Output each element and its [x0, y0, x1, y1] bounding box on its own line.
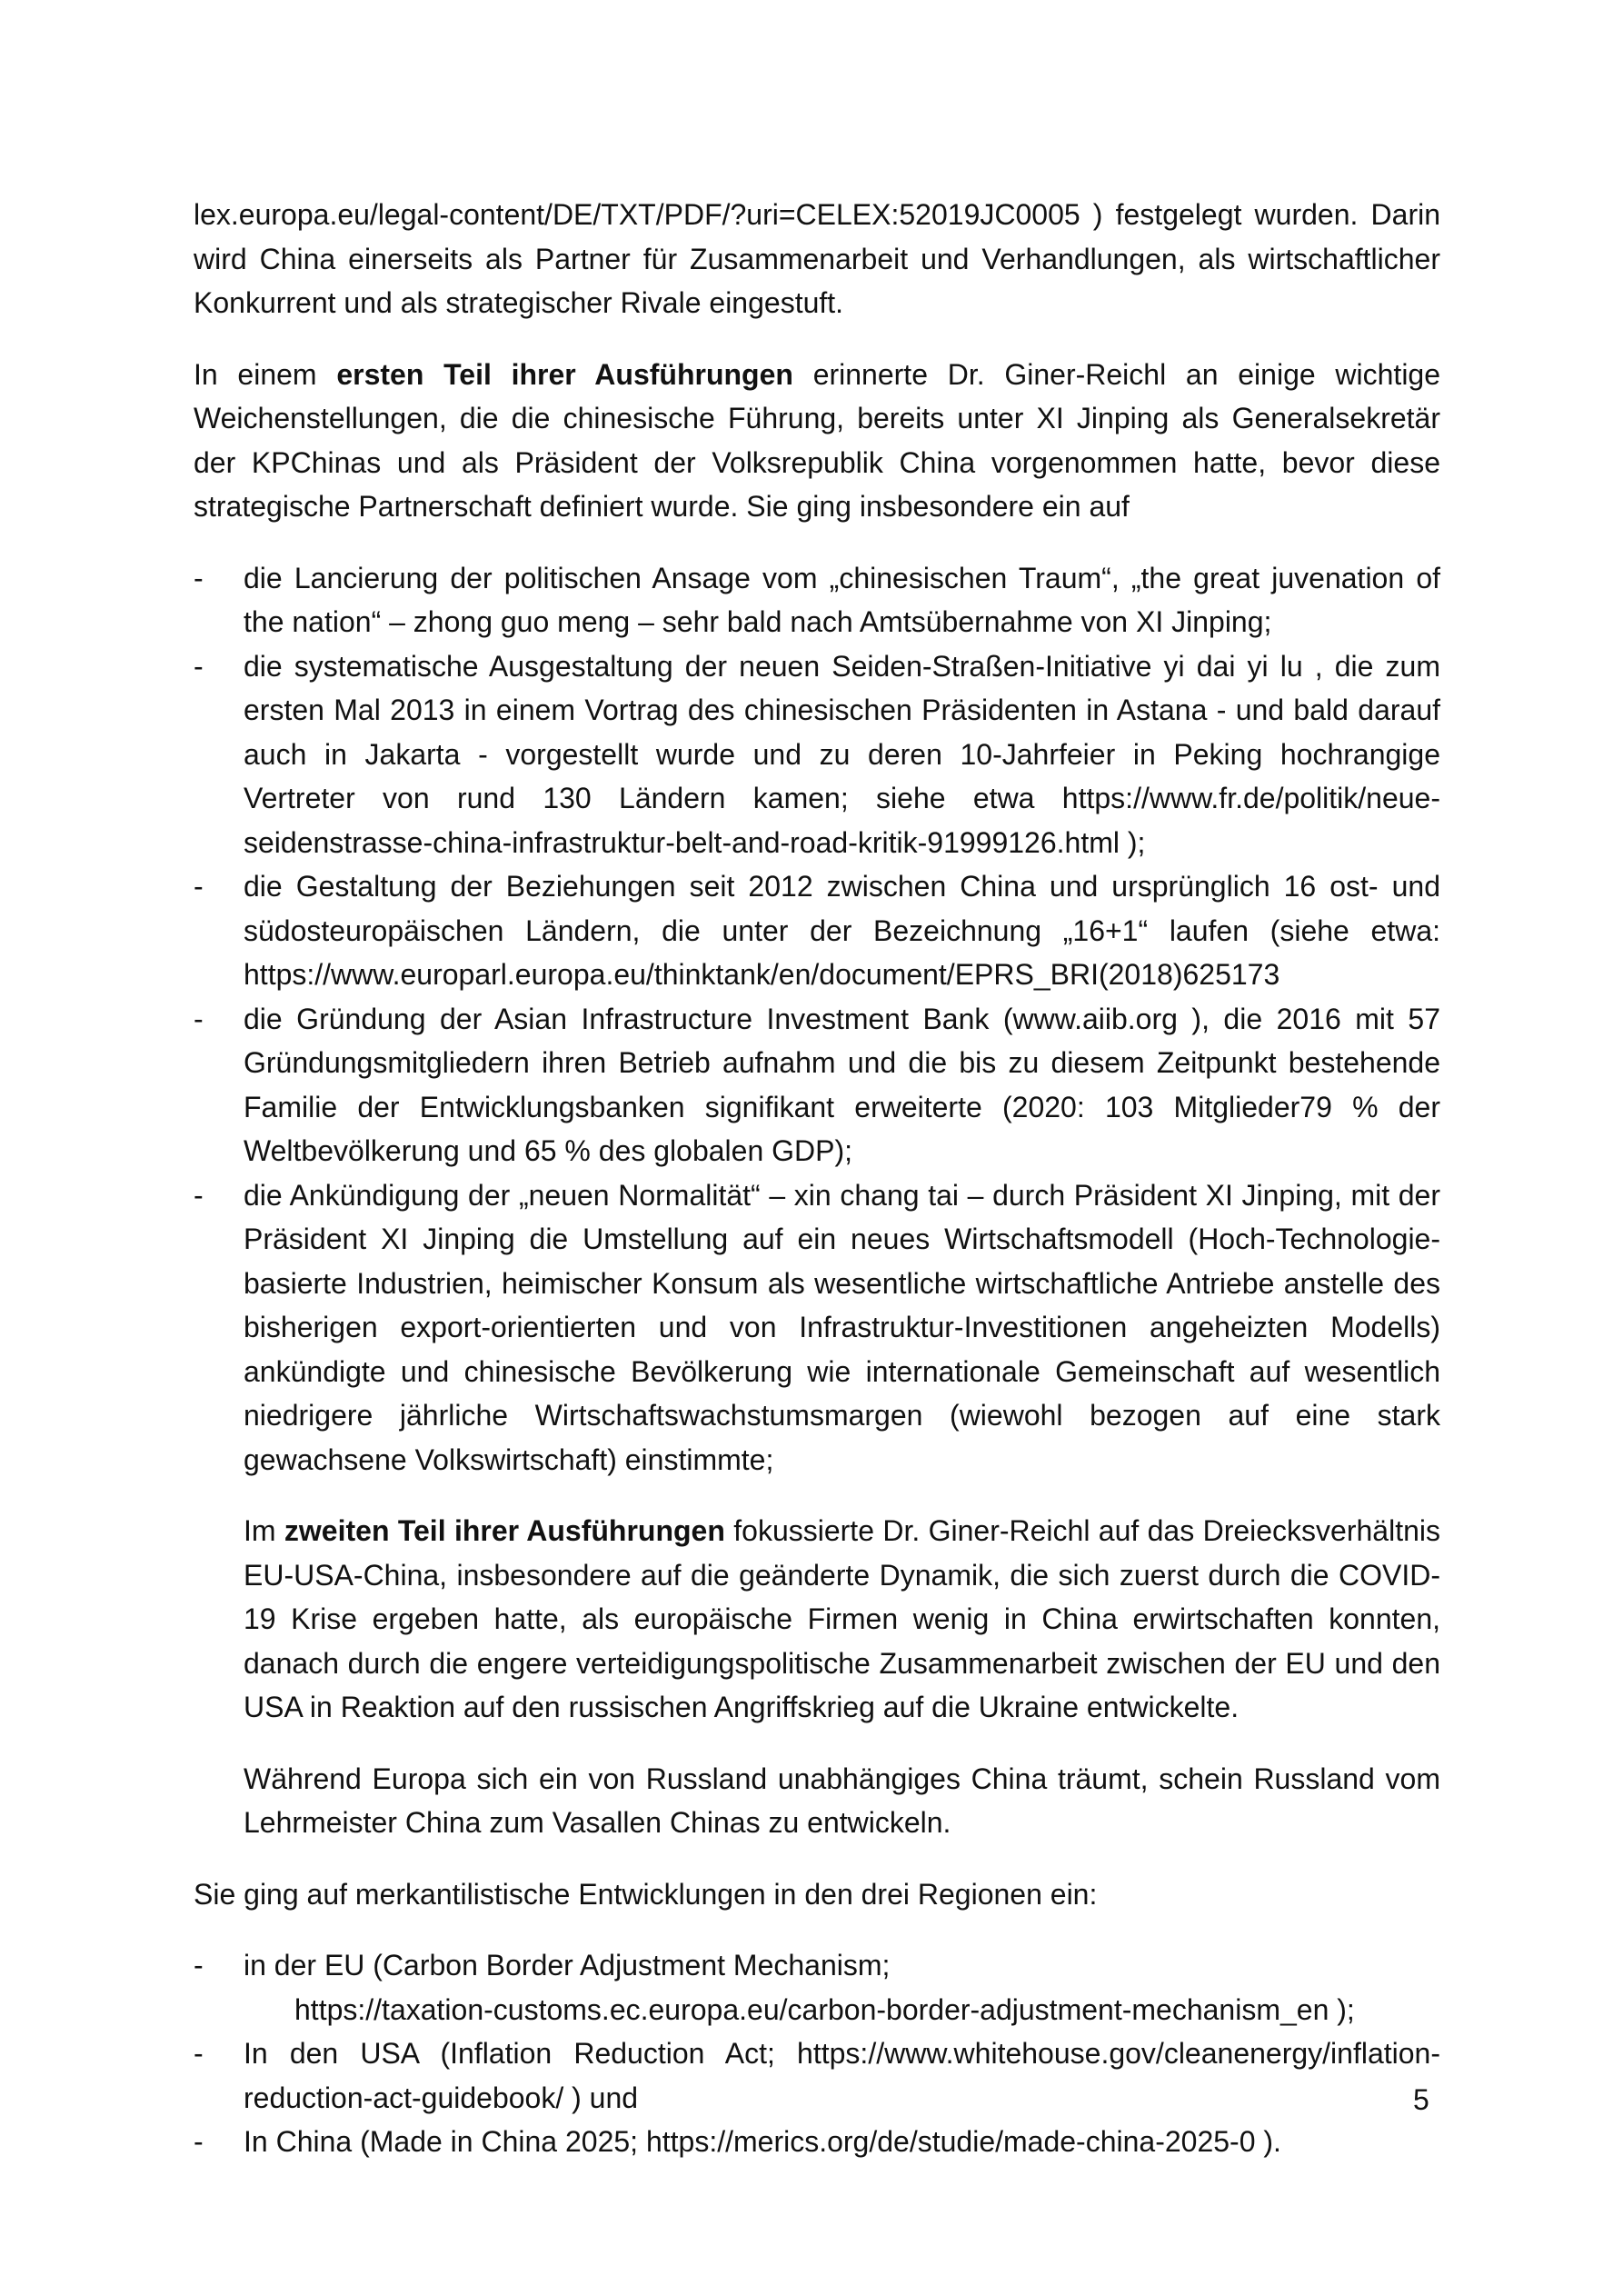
intro-paragraph: lex.europa.eu/legal-content/DE/TXT/PDF/?uri=CELEX:52019JC0005 ) festgelegt wurden. Darin wird China einerseits als Partner für Zusammenarbeit und Verhandlungen, als wirtschaftlicher Konkurrent und als strategischer Rivale eingestuft. [194, 198, 1440, 319]
list-item-text: die Lancierung der politischen Ansage vom „chinesischen Traum“, „the great juvenation of the nation“ – zhong guo meng – sehr bald nach Amtsübernahme von XI Jinping; [244, 561, 1440, 638]
list-item-text: die systematische Ausgestaltung der neuen Seiden-Straßen-Initiative yi dai yi lu , die zum ersten Mal 2013 in einem Vortrag des chinesischen Präsidenten in Astana - und bald darauf auch in Jakarta - vorgestellt wurde und zu deren 10-Jahrfeier in Peking hochrangige Vertreter von rund 130 Ländern kamen; siehe etwa https://www.fr.de/politik/neue-seidenstrasse-china-infrastruktur-belt-and-road-kritik-91999126.html ); [244, 649, 1440, 859]
list-item-usa [194, 2031, 1440, 2120]
list-item [194, 997, 1440, 1173]
part1-pre: In einem [194, 357, 337, 391]
list-item-text: die Gestaltung der Beziehungen seit 2012 zwischen China und ursprünglich 16 ost- und südosteuropäischen Ländern, die unter der Bezeichnung „16+1“ laufen (siehe etwa: https://www.europarl.europa.eu/thinktank/en/document/EPRS_BRI(2018)625173 [244, 870, 1440, 991]
list-item-text: die Ankündigung der „neuen Normalität“ – xin chang tai – durch Präsident XI Jinping, mit der Präsident XI Jinping die Umstellung auf ein neues Wirtschaftsmodell (Hoch-Technologie-basierte Industrien, heimischer Konsum als wesentliche wirtschaftliche Antriebe anstelle des bisherigen export-orientierten und von Infrastruktur-Investitionen angeheizten Modells) ankündigte und chinesische Bevölkerung wie internationale Gemeinschaft auf wesentlich niedrigere jährliche Wirtschaftswachstumsmargen (wiewohl bezogen auf eine stark gewachsene Volkswirtschaft) einstimmte; [244, 1178, 1440, 1476]
part2-post: fokussierte Dr. Giner-Reichl auf das Dreiecksverhältnis EU-USA-China, insbesondere auf die geänderte Dynamik, die sich zuerst durch die COVID-19 Krise ergeben hatte, als europäische Firmen wenig in China erwirtschaften konnten, danach durch die engere verteidigungspolitische Zusammenarbeit zwischen der EU und den USA in Reaktion auf den russischen Angriffskrieg auf die Ukraine entwickelte. [244, 1514, 1441, 1723]
part2-pre: Im [244, 1514, 284, 1547]
part2-paragraph [244, 1509, 1440, 1730]
list-item-eu [194, 1943, 1440, 2031]
part2-bold: zweiten Teil ihrer Ausführungen [284, 1514, 725, 1547]
list-dash: - [194, 1949, 204, 1982]
list-dash: - [194, 2037, 204, 2070]
document-page [194, 193, 1440, 2164]
regions-list [194, 1943, 1440, 2164]
merkantil-intro: Sie ging auf merkantilistische Entwicklungen in den drei Regionen ein: [194, 1877, 1098, 1911]
part1-bold: ersten Teil ihrer Ausführungen [336, 357, 793, 391]
list-item [194, 864, 1440, 997]
list-item [194, 1173, 1440, 1482]
list-item-text: die Gründung der Asian Infrastructure Investment Bank (www.aiib.org ), die 2016 mit 57 Gründungsmitgliedern ihren Betrieb aufnahm und die bis zu diesem Zeitpunkt bestehende Familie der Entwicklungsbanken signifikant erweiterte (2020: 103 Mitglieder79 % der Weltbevölkerung und 65 % des globalen GDP); [244, 1002, 1440, 1167]
china-text: In China (Made in China 2025; https://merics.org/de/studie/made-china-2025-0 ). [244, 2125, 1281, 2158]
list-item-china [194, 2120, 1440, 2164]
list-item [194, 556, 1440, 644]
eu-link: https://taxation-customs.ec.europa.eu/carbon-border-adjustment-mechanism_en ); [294, 1992, 1355, 2026]
indented-section [194, 1509, 1440, 1845]
list-dash: - [194, 870, 204, 903]
russia-paragraph: Während Europa sich ein von Russland unabhängiges China träumt, schein Russland vom Lehrmeister China zum Vasallen Chinas zu entwickeln. [244, 1762, 1440, 1839]
list-dash: - [194, 2125, 204, 2158]
list-item [194, 644, 1440, 865]
weichenstellungen-list [194, 556, 1440, 1482]
list-dash: - [194, 1002, 204, 1035]
list-dash: - [194, 561, 204, 594]
usa-text: In den USA (Inflation Reduction Act; https://www.whitehouse.gov/cleanenergy/inflation-reduction-act-guidebook/ ) und [244, 2037, 1440, 2114]
part1-paragraph [194, 353, 1440, 529]
page-number: 5 [1413, 2083, 1429, 2116]
list-dash: - [194, 1178, 204, 1212]
eu-text: in der EU (Carbon Border Adjustment Mechanism; [244, 1949, 891, 1982]
list-dash: - [194, 649, 204, 683]
part1-post: erinnerte Dr. Giner-Reichl an einige wichtige Weichenstellungen, die die chinesische Führung, bereits unter XI Jinping als Generalsekretär der KPChinas und als Präsident der Volksrepublik China vorgenommen hatte, bevor diese strategische Partnerschaft definiert wurde. Sie ging insbesondere ein auf [194, 357, 1441, 523]
